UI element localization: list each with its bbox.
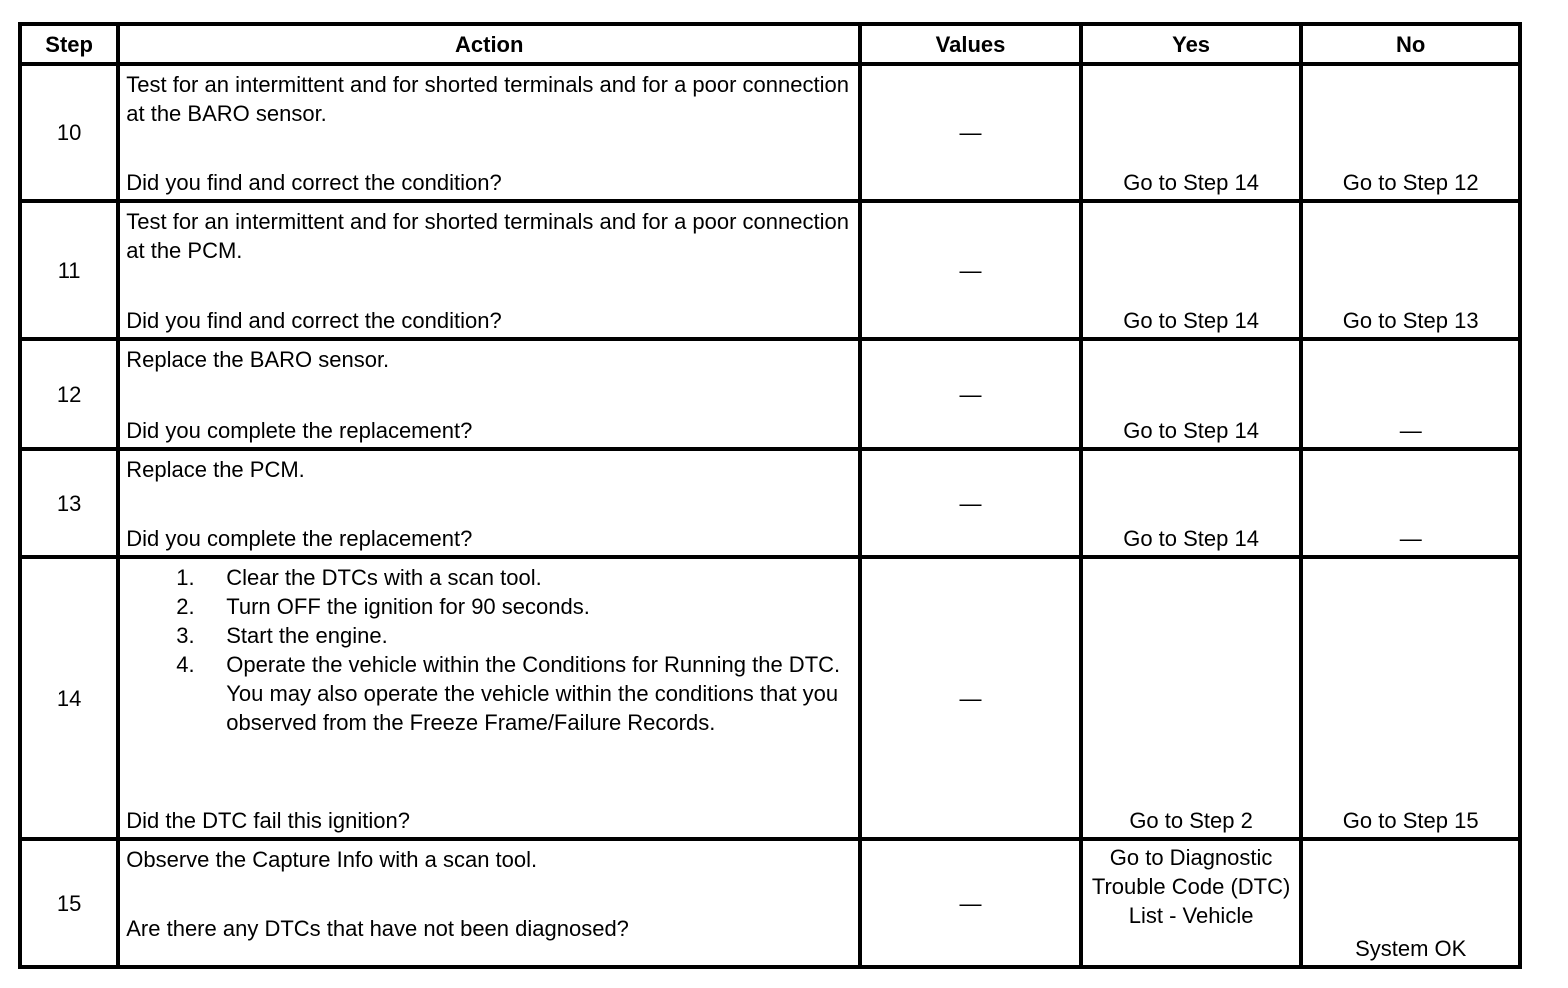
no-outcome: Go to Step 13 — [1342, 308, 1479, 333]
yes-outcome: Go to Step 14 — [1123, 526, 1259, 551]
header-step: Step — [20, 24, 118, 64]
action-steps-list — [126, 563, 852, 737]
action-text: Test for an intermittent and for shorted terminals and for a poor connection at the PCM. — [126, 209, 849, 263]
action-text: Test for an intermittent and for shorted terminals and for a poor connection at the BARO sensor. — [126, 72, 849, 126]
no-outcome: System OK — [1355, 936, 1467, 961]
yes-outcome: Go to Step 2 — [1129, 808, 1253, 833]
list-item: 4. Operate the vehicle within the Conditions for Running the DTC. You may also operate the vehicle within the conditions that you observed from the Freeze Frame/Failure Records. — [176, 652, 841, 735]
values-cell: — — [860, 449, 1081, 557]
action-cell — [118, 839, 860, 967]
yes-outcome: Go to Diagnostic Trouble Code (DTC) List - Vehicle — [1091, 845, 1291, 928]
yes-outcome: Go to Step 14 — [1123, 418, 1259, 443]
list-item: 3. Start the engine. — [176, 623, 388, 648]
values-cell: — — [860, 339, 1081, 449]
no-outcome: Go to Step 15 — [1342, 808, 1479, 833]
table-row — [20, 449, 1520, 557]
action-question: Did the DTC fail this ignition? — [126, 808, 410, 833]
no-outcome: — — [1399, 526, 1422, 551]
values-cell: — — [860, 557, 1081, 839]
values-cell: — — [860, 64, 1081, 201]
action-cell — [118, 64, 860, 201]
table-row — [20, 839, 1520, 967]
header-row — [20, 24, 1520, 64]
header-yes: Yes — [1081, 24, 1302, 64]
yes-cell — [1081, 449, 1302, 557]
no-cell — [1301, 201, 1520, 339]
yes-outcome: Go to Step 14 — [1123, 170, 1259, 195]
action-text: Observe the Capture Info with a scan tool. — [126, 847, 538, 872]
no-cell — [1301, 449, 1520, 557]
yes-cell — [1081, 839, 1302, 967]
action-cell — [118, 201, 860, 339]
no-outcome: Go to Step 12 — [1342, 170, 1479, 195]
action-question: Did you find and correct the condition? — [126, 170, 502, 195]
action-cell — [118, 339, 860, 449]
action-cell — [118, 557, 860, 839]
values-cell: — — [860, 201, 1081, 339]
table-row — [20, 64, 1520, 201]
action-question: Did you complete the replacement? — [126, 418, 473, 443]
yes-cell — [1081, 201, 1302, 339]
step-number: 11 — [20, 201, 118, 339]
table-row — [20, 557, 1520, 839]
step-number: 12 — [20, 339, 118, 449]
action-question: Did you find and correct the condition? — [126, 308, 502, 333]
yes-cell — [1081, 339, 1302, 449]
header-action: Action — [118, 24, 860, 64]
action-question: Did you complete the replacement? — [126, 526, 473, 551]
step-number: 14 — [20, 557, 118, 839]
list-item: 2. Turn OFF the ignition for 90 seconds. — [176, 594, 590, 619]
yes-cell — [1081, 557, 1302, 839]
no-cell — [1301, 839, 1520, 967]
header-values: Values — [860, 24, 1081, 64]
no-cell — [1301, 64, 1520, 201]
header-no: No — [1301, 24, 1520, 64]
action-question: Are there any DTCs that have not been diagnosed? — [126, 916, 629, 941]
action-cell — [118, 449, 860, 557]
step-number: 15 — [20, 839, 118, 967]
step-number: 10 — [20, 64, 118, 201]
list-item: 1. Clear the DTCs with a scan tool. — [176, 565, 542, 590]
yes-outcome: Go to Step 14 — [1123, 308, 1259, 333]
action-text: Replace the PCM. — [126, 457, 305, 482]
yes-cell — [1081, 64, 1302, 201]
diagnostic-table — [18, 22, 1522, 969]
step-number: 13 — [20, 449, 118, 557]
no-cell — [1301, 557, 1520, 839]
values-cell: — — [860, 839, 1081, 967]
table-row — [20, 339, 1520, 449]
table-row — [20, 201, 1520, 339]
no-cell — [1301, 339, 1520, 449]
action-text: Replace the BARO sensor. — [126, 347, 390, 372]
no-outcome: — — [1399, 418, 1422, 443]
